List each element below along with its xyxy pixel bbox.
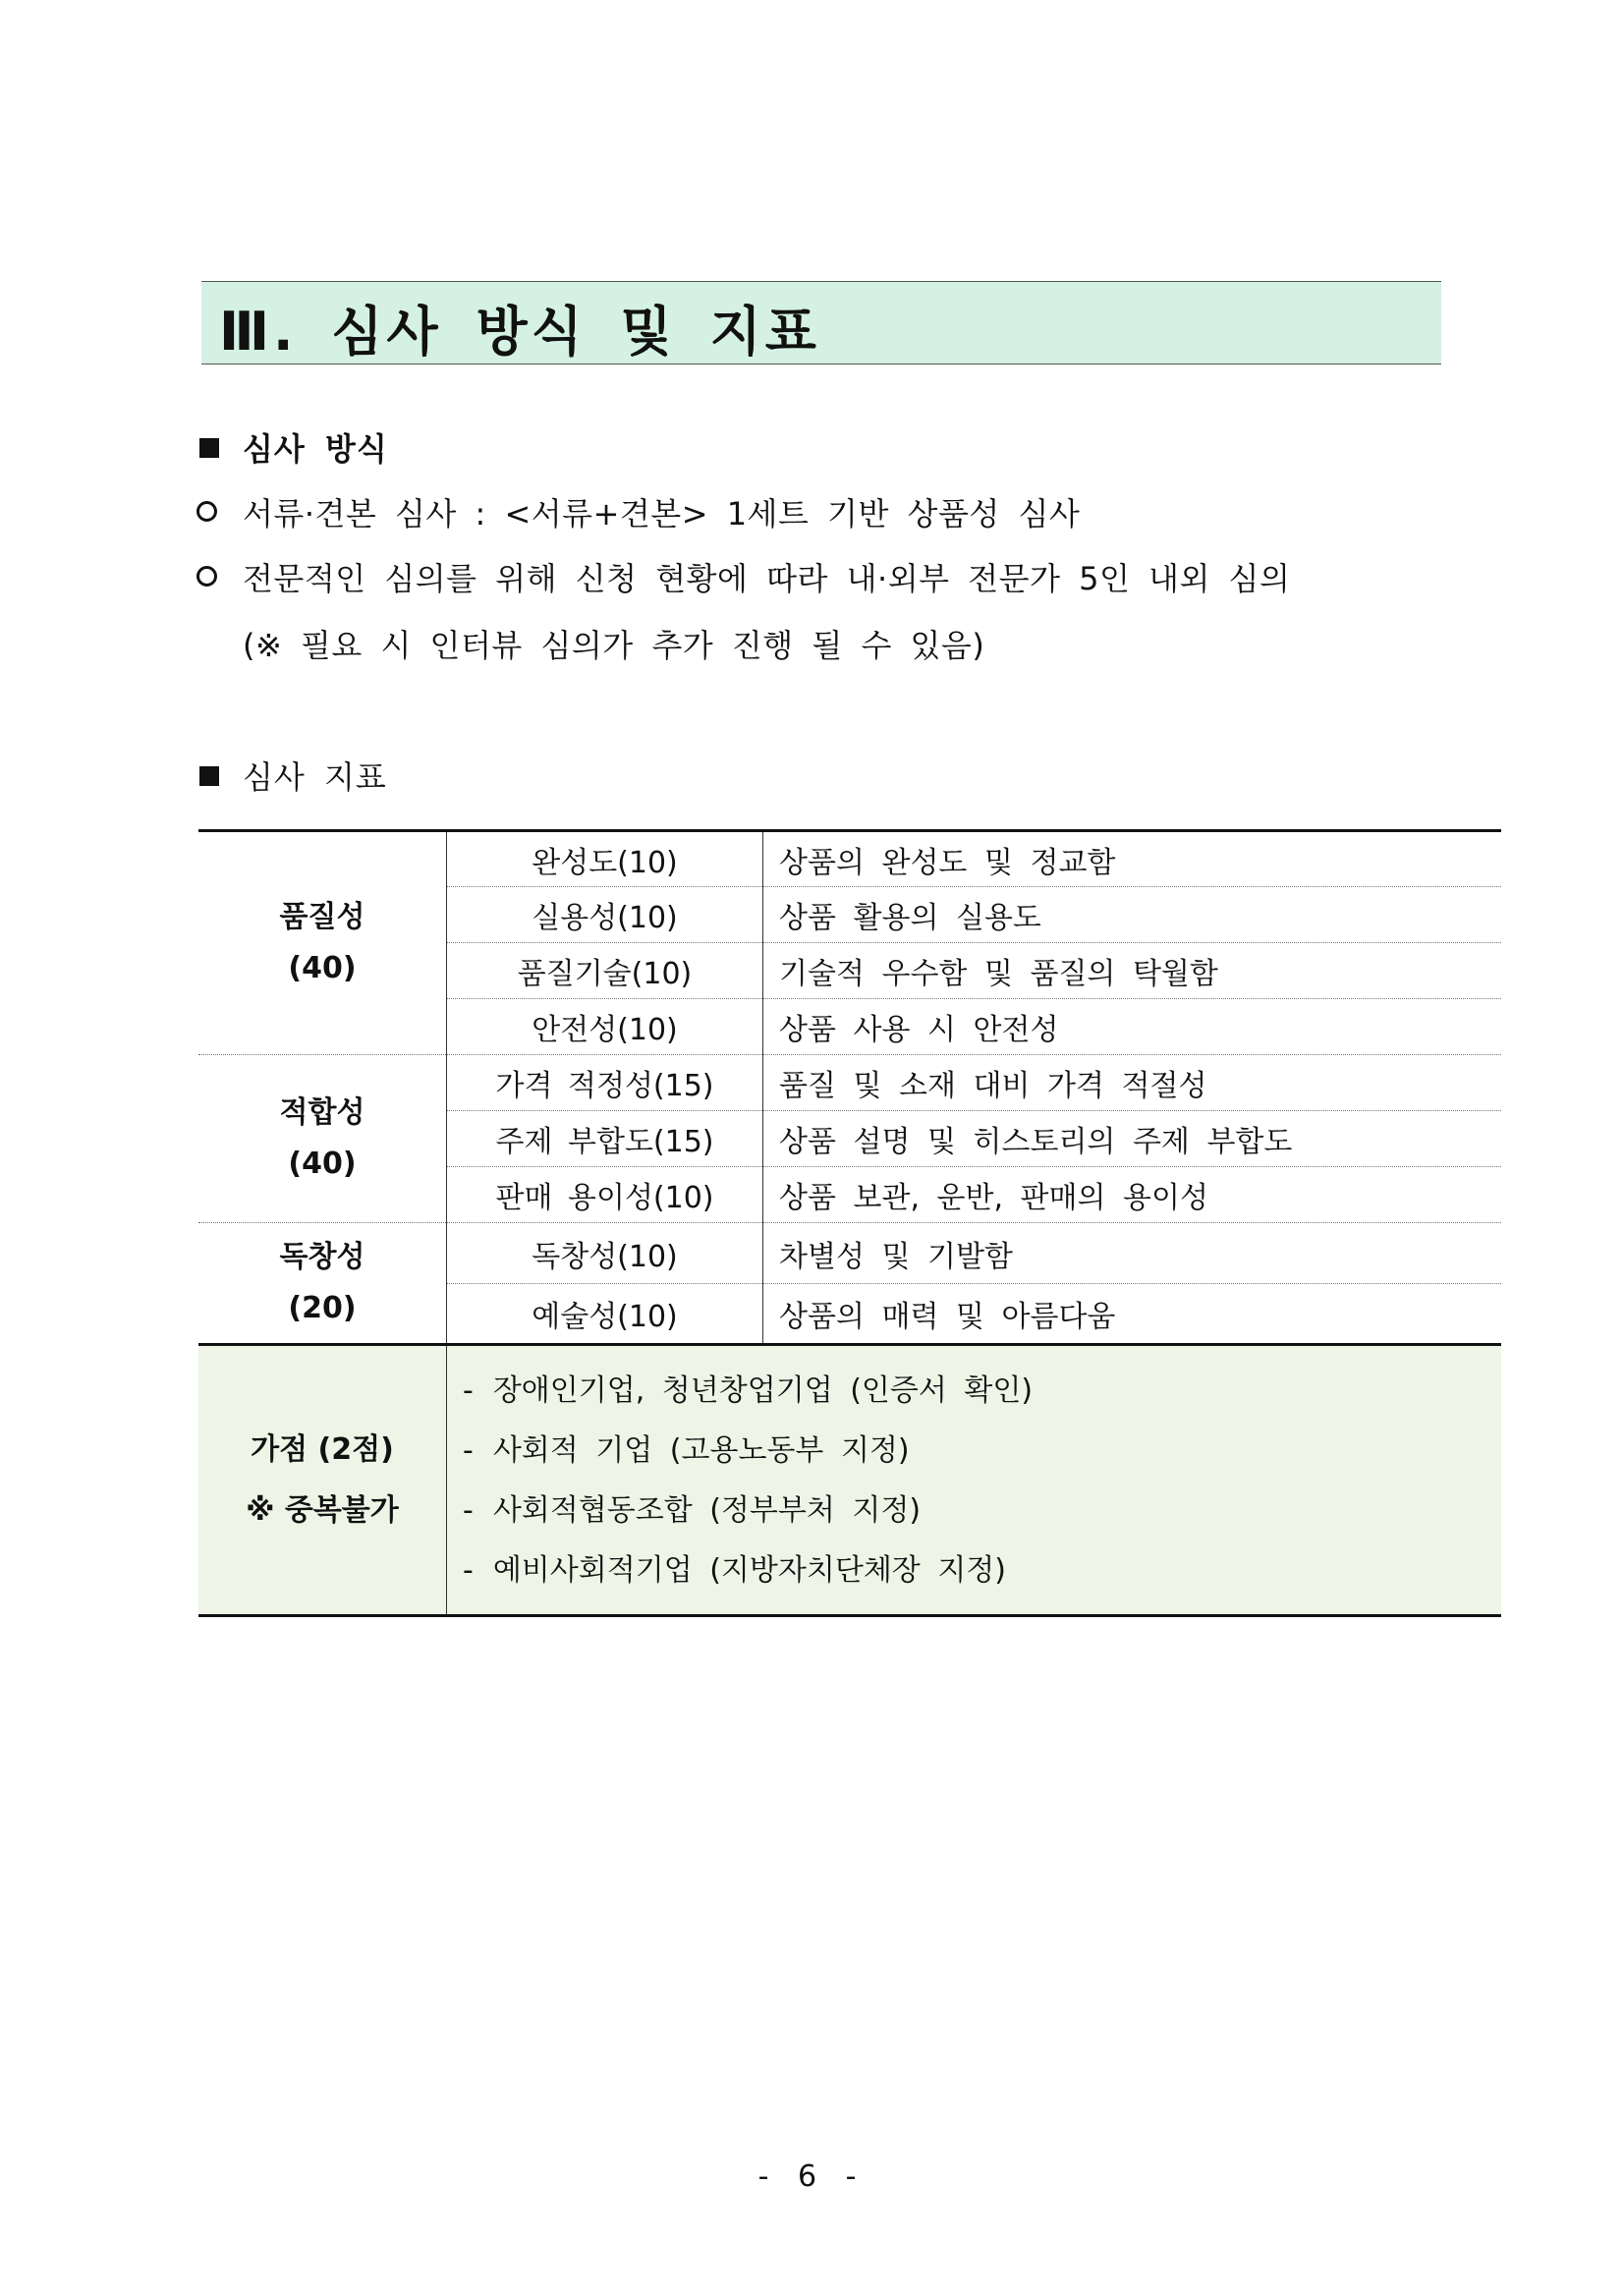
- criterion-cell: 품질기술(10): [447, 943, 763, 999]
- circle-bullet-icon: [196, 566, 217, 587]
- list-item: - 예비사회적기업 (지방자치단체장 지정): [463, 1552, 1006, 1588]
- description-cell: 상품 사용 시 안전성: [763, 999, 1502, 1055]
- category-cell: [198, 831, 447, 1055]
- criterion-cell: 완성도(10): [447, 831, 763, 887]
- method-bullet-text: 전문적인 심의를 위해 신청 현황에 따라 내·외부 전문가 5인 내외 심의: [243, 560, 1291, 597]
- table-row: [198, 1055, 1501, 1111]
- category-name: 적합성: [279, 1095, 365, 1130]
- description-cell: 상품 설명 및 히스토리의 주제 부합도: [763, 1111, 1502, 1167]
- category-cell: [198, 1223, 447, 1345]
- table-row: [198, 831, 1501, 887]
- square-bullet-icon: [199, 766, 219, 786]
- category-name: 독창성: [279, 1240, 365, 1274]
- bonus-note: ※ 중복불가: [246, 1492, 399, 1528]
- method-bullet: [196, 554, 1290, 599]
- bonus-item-text: 사회적 기업 (고용노동부 지정): [492, 1432, 910, 1468]
- description-cell: 차별성 및 기발함: [763, 1223, 1502, 1284]
- criteria-table: [198, 829, 1501, 1617]
- criterion-cell: 예술성(10): [447, 1284, 763, 1345]
- criteria-heading-label: 심사 지표: [243, 758, 387, 796]
- square-bullet-icon: [199, 438, 219, 458]
- method-bullet: [196, 489, 1080, 534]
- page-number: - 6 -: [757, 2159, 867, 2194]
- criterion-cell: 안전성(10): [447, 999, 763, 1055]
- description-cell: 기술적 우수함 및 품질의 탁월함: [763, 943, 1502, 999]
- method-heading: [199, 424, 388, 470]
- category-score: (20): [288, 1291, 357, 1325]
- category-score: (40): [288, 1147, 357, 1181]
- circle-bullet-icon: [196, 501, 217, 522]
- list-item: - 사회적 기업 (고용노동부 지정): [463, 1432, 910, 1468]
- bonus-item-text: 사회적협동조합 (정부부처 지정): [492, 1492, 922, 1528]
- criterion-cell: 실용성(10): [447, 887, 763, 943]
- criteria-heading: [199, 753, 387, 798]
- list-item: - 장애인기업, 청년창업기업 (인증서 확인): [463, 1372, 1034, 1408]
- table-row: [198, 1223, 1501, 1284]
- description-cell: 상품 활용의 실용도: [763, 887, 1502, 943]
- category-name: 품질성: [279, 900, 365, 934]
- method-heading-label: 심사 방식: [243, 430, 388, 468]
- criterion-cell: 독창성(10): [447, 1223, 763, 1284]
- category-score: (40): [288, 951, 357, 985]
- page-title: Ⅲ. 심사 방식 및 지표: [219, 301, 820, 363]
- bonus-label-cell: [198, 1345, 447, 1616]
- method-bullet-text: 서류·견본 심사 : <서류+견본> 1세트 기반 상품성 심사: [243, 495, 1081, 532]
- bonus-item-text: 예비사회적기업 (지방자치단체장 지정): [492, 1552, 1006, 1588]
- description-cell: 상품 보관, 운반, 판매의 용이성: [763, 1167, 1502, 1223]
- section-title-bar: [201, 281, 1441, 364]
- criterion-cell: 주제 부합도(15): [447, 1111, 763, 1167]
- criterion-cell: 판매 용이성(10): [447, 1167, 763, 1223]
- bonus-item-text: 장애인기업, 청년창업기업 (인증서 확인): [492, 1372, 1034, 1408]
- list-item: - 사회적협동조합 (정부부처 지정): [463, 1492, 922, 1528]
- criterion-cell: 가격 적정성(15): [447, 1055, 763, 1111]
- method-note: (※ 필요 시 인터뷰 심의가 추가 진행 될 수 있음): [243, 627, 985, 664]
- category-cell: [198, 1055, 447, 1223]
- bonus-items-cell: [447, 1345, 1502, 1616]
- bonus-list: [447, 1361, 1501, 1600]
- description-cell: 상품의 매력 및 아름다움: [763, 1284, 1502, 1345]
- description-cell: 상품의 완성도 및 정교함: [763, 831, 1502, 887]
- bonus-row: [198, 1345, 1501, 1616]
- bonus-label: 가점 (2점): [251, 1431, 394, 1467]
- description-cell: 품질 및 소재 대비 가격 적절성: [763, 1055, 1502, 1111]
